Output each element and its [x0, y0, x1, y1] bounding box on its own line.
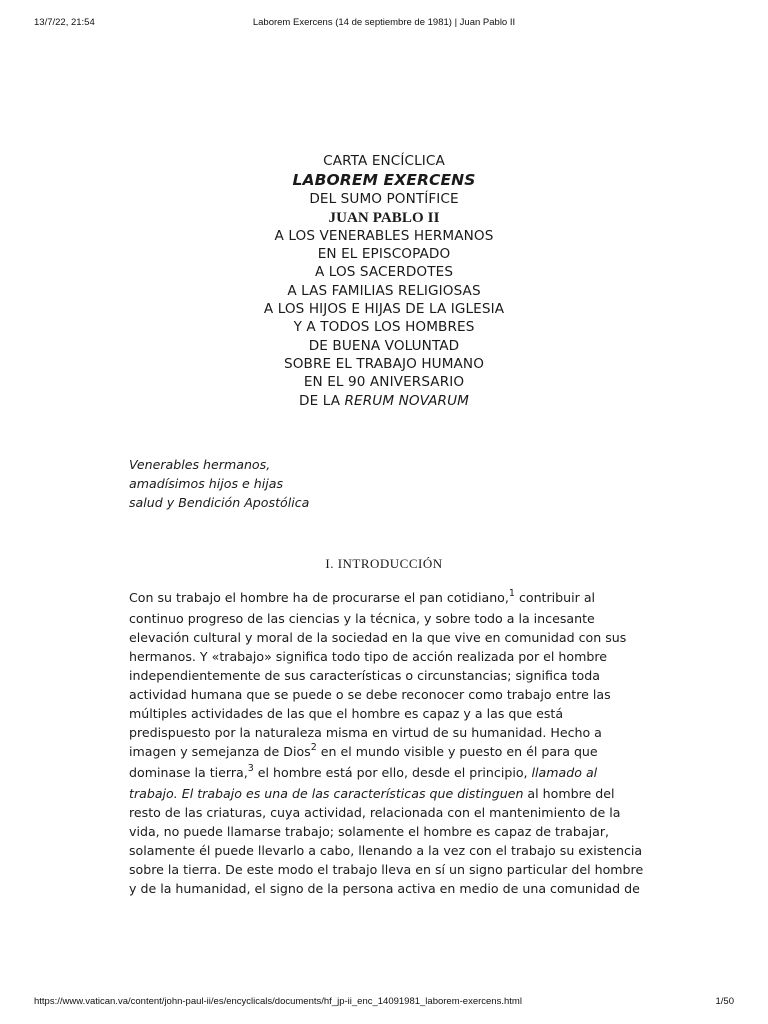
title-line-rerum-novarum	[0, 392, 768, 410]
text-run: el hombre está por ello, desde el principio,	[253, 765, 532, 780]
paragraph-line: predispuesto por la naturaleza misma en virtud de su humanidad. Hecho a	[129, 725, 602, 740]
recipient-line: DE BUENA VOLUNTAD	[308, 337, 460, 354]
paragraph-line: resto de las criaturas, cuya actividad, relacionada con el mantenimiento de la	[129, 805, 621, 820]
print-footer	[34, 996, 734, 1007]
pope-name: JUAN PABLO II	[328, 209, 440, 226]
recipient-line: A LOS HIJOS E HIJAS DE LA IGLESIA	[263, 301, 505, 318]
salutation-line: salud y Bendición Apostólica	[129, 495, 310, 510]
footnote-link-2[interactable]: 2	[310, 742, 317, 753]
italic-text-run: llamado al	[531, 765, 598, 780]
print-page-title: Laborem Exercens (14 de septiembre de 1981) | Juan Pablo II	[252, 17, 516, 28]
recipient-line: A LOS VENERABLES HERMANOS	[274, 227, 494, 244]
text-run: al hombre del	[523, 786, 615, 801]
paragraph-line: vida, no puede llamarse trabajo; solamente el hombre es capaz de trabajar,	[129, 824, 610, 839]
recipient-line: A LOS SACERDOTES	[314, 264, 454, 281]
paragraph-line: sobre la tierra. De este modo el trabajo lleva en sí un signo particular del hombre	[129, 862, 644, 877]
paragraph-line: actividad humana que se puede o se debe reconocer como trabajo entre las	[129, 687, 611, 702]
recipient-line: SOBRE EL TRABAJO HUMANO	[283, 355, 484, 372]
salutation-line: Venerables hermanos,	[129, 457, 271, 472]
rerum-novarum-reference: RERUM NOVARUM	[344, 392, 469, 409]
paragraph-line	[129, 742, 641, 763]
text-run: en el mundo visible y puesto en él para que	[316, 744, 598, 759]
salutation-line: amadísimos hijos e hijas	[129, 476, 284, 491]
print-url: https://www.vatican.va/content/john-paul-ii/es/encyclicals/documents/hf_jp-ii_enc_14091981_laborem-exercens.html	[34, 996, 522, 1007]
paragraph-line	[129, 588, 641, 609]
recipient-line: EN EL 90 ANIVERSARIO	[303, 374, 465, 391]
paragraph-line	[129, 763, 641, 784]
paragraph-line: solamente él puede llevarlo a cabo, llenando a la vez con el trabajo su existencia	[129, 843, 643, 858]
encyclical-title-block	[0, 152, 768, 410]
salutation	[129, 455, 309, 512]
paragraph-line: hermanos. Y «trabajo» significa todo tipo de acción realizada por el hombre	[129, 649, 608, 664]
text-run: Con su trabajo el hombre ha de procurarse el pan cotidiano,	[129, 590, 509, 605]
footnote-link-3[interactable]: 3	[247, 763, 254, 774]
title-line-prefix: DE LA	[299, 392, 345, 409]
italic-text-run: trabajo. El trabajo es una de las características que distinguen	[129, 786, 524, 801]
introduction-paragraph	[129, 588, 644, 898]
print-header	[34, 17, 734, 28]
recipient-line: EN EL EPISCOPADO	[317, 246, 451, 263]
text-run: contribuir al	[514, 590, 596, 605]
title-line-carta: CARTA ENCÍCLICA	[323, 153, 445, 169]
text-run: imagen y semejanza de Dios	[129, 744, 311, 759]
paragraph-line: continuo progreso de las ciencias y la técnica, y sobre todo a la incesante	[129, 611, 595, 626]
footnote-link-1[interactable]: 1	[508, 588, 515, 599]
recipient-line: A LAS FAMILIAS RELIGIOSAS	[287, 282, 481, 299]
paragraph-line: independientemente de sus características o circunstancias; significa toda	[129, 668, 600, 683]
paragraph-line: múltiples actividades de las que el hombre es capaz y a las que está	[129, 706, 564, 721]
print-datetime: 13/7/22, 21:54	[34, 17, 95, 28]
print-page-count: 1/50	[715, 996, 734, 1007]
title-line-pontifice: DEL SUMO PONTÍFICE	[309, 191, 459, 208]
section-heading: I. INTRODUCCIÓN	[325, 556, 443, 571]
recipient-line: Y A TODOS LOS HOMBRES	[293, 319, 475, 336]
paragraph-line: elevación cultural y moral de la sociedad en la que vive en comunidad con sus	[129, 630, 627, 645]
paragraph-line	[129, 784, 641, 803]
paragraph-line: y de la humanidad, el signo de la persona activa en medio de una comunidad de	[129, 881, 640, 896]
text-run: dominase la tierra,	[129, 765, 248, 780]
encyclical-name: LABOREM EXERCENS	[292, 171, 476, 190]
